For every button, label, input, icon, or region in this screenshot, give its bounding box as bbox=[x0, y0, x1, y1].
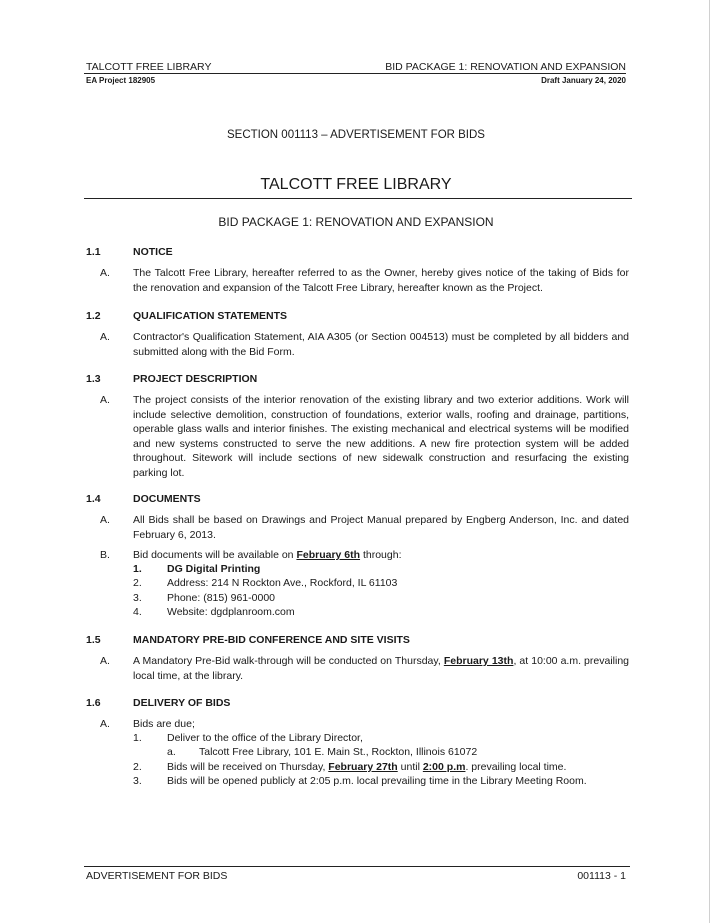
list-number: 1. bbox=[133, 732, 142, 744]
paragraph-letter: A. bbox=[100, 394, 110, 406]
paragraph-text: The project consists of the interior renovation of the existing library and two exterior additions. Work will include selective demolition, construction of foundations, exterior walls, roofing and drainage, partitions, operable glass walls and interior finishes. The existing mechanical and electrical systems will be modified and new systems constructed to serve the new additions. A new fire protection system will be added throughout. Sitework will include sections of new sidewalk construction and resurfacing the existing parking lot. bbox=[133, 394, 629, 479]
header-project-no: EA Project 182905 bbox=[86, 76, 156, 85]
paragraph-text: Contractor's Qualification Statement, AIA A305 (or Section 004513) must be completed by all bidders and submitted along with the Bid Form. bbox=[133, 331, 629, 358]
time-highlight: 2:00 p.m bbox=[422, 761, 466, 773]
document-title: TALCOTT FREE LIBRARY bbox=[260, 176, 452, 193]
section-number: 1.5 bbox=[86, 634, 101, 646]
section-heading: DELIVERY OF BIDS bbox=[133, 697, 231, 709]
paragraph-text: The Talcott Free Library, hereafter referred to as the Owner, hereby gives notice of the taking of Bids for the renovation and expansion of the Talcott Free Library, hereafter known as the Project. bbox=[133, 267, 629, 294]
paragraph-letter: A. bbox=[100, 655, 110, 667]
paragraph-text: Bid documents will be available on February 6th through: bbox=[133, 549, 402, 561]
header-draft-date: Draft January 24, 2020 bbox=[541, 76, 626, 85]
section-heading: DOCUMENTS bbox=[133, 493, 201, 505]
list-item: DG Digital Printing bbox=[167, 563, 261, 575]
title-rule bbox=[84, 198, 632, 199]
list-number: 2. bbox=[133, 761, 142, 773]
list-subletter: a. bbox=[167, 746, 176, 758]
list-subitem: Talcott Free Library, 101 E. Main St., Rockton, Illinois 61072 bbox=[199, 746, 478, 758]
section-number: 1.1 bbox=[86, 246, 101, 258]
list-number: 3. bbox=[133, 775, 142, 787]
document-subtitle: BID PACKAGE 1: RENOVATION AND EXPANSION bbox=[218, 215, 494, 229]
section-heading: NOTICE bbox=[133, 246, 173, 258]
section-number: 1.2 bbox=[86, 310, 101, 322]
paragraph-letter: A. bbox=[100, 267, 110, 279]
list-number: 2. bbox=[133, 577, 142, 589]
paragraph-letter: A. bbox=[100, 331, 110, 343]
list-number: 4. bbox=[133, 606, 142, 618]
section-heading: PROJECT DESCRIPTION bbox=[133, 373, 258, 385]
header-right-title: BID PACKAGE 1: RENOVATION AND EXPANSION bbox=[385, 61, 626, 73]
footer-left: ADVERTISEMENT FOR BIDS bbox=[86, 870, 228, 882]
paragraph-letter: A. bbox=[100, 514, 110, 526]
paragraph-text: Bids are due; bbox=[133, 718, 195, 730]
paragraph-letter: B. bbox=[100, 549, 110, 561]
footer-rule bbox=[84, 866, 630, 867]
date-highlight: February 13th bbox=[443, 655, 514, 667]
header-left-title: TALCOTT FREE LIBRARY bbox=[86, 61, 212, 73]
page-edge bbox=[709, 0, 710, 923]
section-heading: QUALIFICATION STATEMENTS bbox=[133, 310, 287, 322]
date-highlight: February 27th bbox=[328, 761, 398, 773]
list-item: Phone: (815) 961-0000 bbox=[167, 592, 275, 604]
list-item: Bids will be received on Thursday, February 27th until 2:00 p.m. prevailing local time. bbox=[167, 761, 567, 773]
section-title: SECTION 001113 – ADVERTISEMENT FOR BIDS bbox=[227, 129, 485, 141]
list-item: Website: dgdplanroom.com bbox=[167, 606, 295, 618]
paragraph-text: A Mandatory Pre-Bid walk-through will be conducted on Thursday, February 13th, at 10:00 a.m. prevailing local time, at the library. bbox=[133, 655, 630, 682]
section-number: 1.3 bbox=[86, 373, 101, 385]
section-heading: MANDATORY PRE-BID CONFERENCE AND SITE VISITS bbox=[133, 634, 410, 646]
list-number: 3. bbox=[133, 592, 142, 604]
footer-page-number: 001113 - 1 bbox=[577, 870, 626, 882]
list-item: Bids will be opened publicly at 2:05 p.m. local prevailing time in the Library Meeting Room. bbox=[167, 775, 587, 787]
list-item: Address: 214 N Rockton Ave., Rockford, IL 61103 bbox=[167, 577, 398, 589]
paragraph-letter: A. bbox=[100, 718, 110, 730]
list-number: 1. bbox=[133, 563, 142, 575]
list-item: Deliver to the office of the Library Director, bbox=[167, 732, 363, 744]
section-number: 1.6 bbox=[86, 697, 101, 709]
date-highlight: February 6th bbox=[296, 549, 361, 561]
paragraph-text: All Bids shall be based on Drawings and Project Manual prepared by Engberg Anderson, Inc. and dated February 6, 2013. bbox=[133, 514, 629, 541]
header-rule bbox=[84, 73, 626, 74]
section-number: 1.4 bbox=[86, 493, 101, 505]
